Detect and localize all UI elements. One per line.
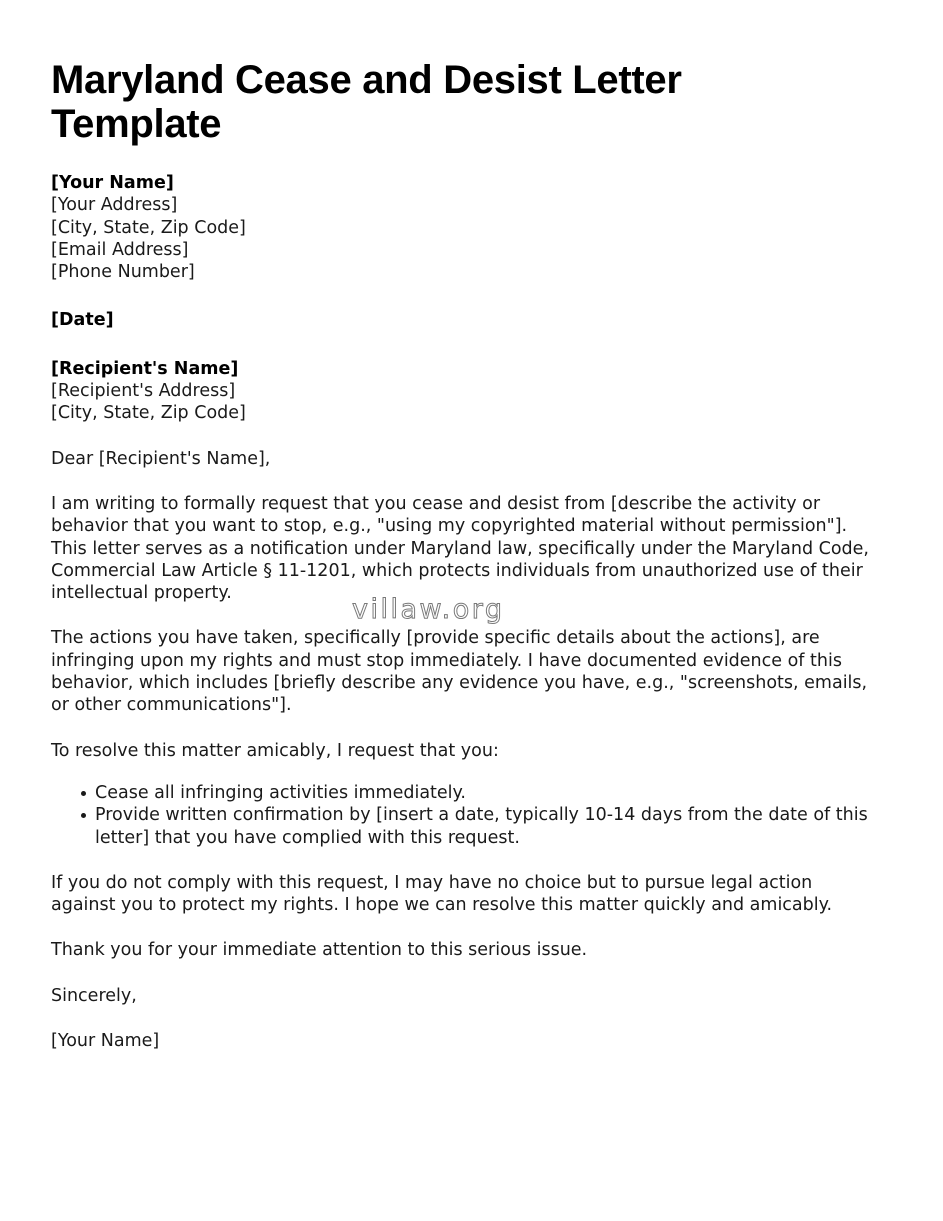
recipient-city-state-zip: [City, State, Zip Code] (51, 403, 246, 424)
list-item: Provide written confirmation by [insert a date, typically 10-14 days from the date of this letter] that you have complied with this request. (51, 804, 881, 849)
date-block (51, 309, 881, 331)
sender-email: [Email Address] (51, 239, 189, 260)
sender-name: [Your Name] (51, 173, 174, 193)
page-title: Maryland Cease and Desist Letter Template (51, 58, 682, 146)
recipient-address: [Recipient's Address] (51, 381, 236, 402)
body-paragraph-1: I am writing to formally request that you cease and desist from [describe the activity or behavior that you want to stop, e.g., "using my copyrighted material without permission"]. This letter serves as a notification under Maryland law, specifically under the Maryland Code, Commercial Law Article § 11-1201, which protects individuals from unauthorized use of their intellectual property. (51, 493, 869, 604)
sender-phone: [Phone Number] (51, 262, 195, 283)
sender-address: [Your Address] (51, 195, 178, 216)
recipient-address-block (51, 358, 881, 425)
body-paragraph-2: The actions you have taken, specifically [provide specific details about the actions], are infringing upon my rights and must stop immediately. I have documented evidence of this behavior, which includes [briefly describe any evidence you have, e.g., "screenshots, emails, or other communications"]. (51, 628, 868, 716)
recipient-name: [Recipient's Name] (51, 358, 239, 379)
request-list (51, 782, 881, 849)
list-item: Cease all infringing activities immediately. (51, 782, 881, 804)
body-paragraph-4: Thank you for your immediate attention to this serious issue. (51, 940, 588, 961)
sender-address-block (51, 172, 881, 283)
date-placeholder: [Date] (51, 310, 114, 331)
closing-salutation: Sincerely, (51, 985, 137, 1006)
sender-city-state-zip: [City, State, Zip Code] (51, 217, 246, 238)
watermark-overlay: villaw.org (352, 594, 505, 625)
salutation: Dear [Recipient's Name], (51, 448, 271, 469)
document-body (51, 58, 881, 1070)
body-paragraph-3: If you do not comply with this request, I may have no choice but to pursue legal action against you to protect my rights. I hope we can resolve this matter quickly and amicably. (51, 872, 833, 916)
request-intro: To resolve this matter amicably, I request that you: (51, 740, 499, 761)
signature-line: [Your Name] (51, 1031, 160, 1052)
